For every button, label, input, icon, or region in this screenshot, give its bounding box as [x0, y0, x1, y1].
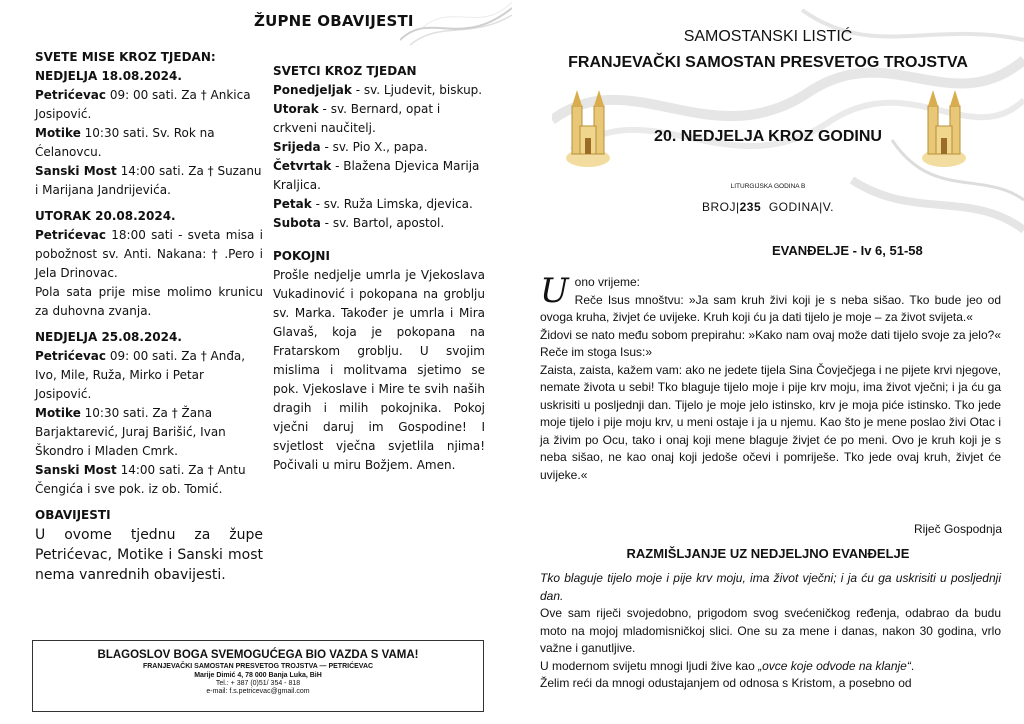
mass-entry: Pola sata prije mise molimo krunicu za duhovna zvanja. — [35, 285, 263, 318]
reflection-text: Tko blaguje tijelo moje i pije krv moju, ima život vječni; i ja ću ga uskrisiti u posljednji dan. Ove sam riječi svojedobno, prigodom svog svećeničkog ređenja, odabrao da budu moto na mojoj mladomisničkoj slici. One su za mene i danas, nakon 30 godina, vrlo važne i ganutljive. U modernom svijetu mnogi ljudi žive kao „ovce koje odvode na klanje“. Želim reći da mnogi odustajanjem od odnosa s Kristom, a posebno od — [540, 571, 1001, 690]
gospel-title: EVANĐELJE - Iv 6, 51-58 — [772, 243, 923, 258]
gospel-closing: Riječ Gospodnja — [913, 522, 1002, 536]
mass-entry: Petrićevac 09: 00 sati. Za † Ankica Josipović. — [35, 88, 251, 121]
saints-title: SVETCI KROZ TJEDAN — [273, 64, 417, 78]
mass-entry: Petrićevac 09: 00 sati. Za † Anđa, Ivo, Mile, Ruža, Mirko i Petar Josipović. — [35, 349, 246, 401]
saint-item: Utorak - sv. Bernard, opat i crkveni naučitelj. — [273, 102, 441, 135]
footer-address: Marije Dimić 4, 78 000 Banja Luka, BiH — [194, 672, 322, 679]
saint-item: Ponedjeljak - sv. Ljudevit, biskup. — [273, 83, 483, 97]
notices-title: OBAVIJESTI — [35, 508, 111, 522]
right-page — [512, 0, 1024, 724]
mass-entry: Sanski Most 14:00 sati. Za † Suzanu i Marijana Jandrijevića. — [35, 164, 262, 197]
gospel-text: U ono vrijeme: Reče Isus mnoštvu: »Ja sam kruh živi koji je s neba sišao. Tko bude jeo od ovoga kruha, živjet će uvijeke. Kruh koji ću ja dati tijelo je moje – za život svijeta.« Židovi se nato među sobom prepirahu: »Kako nam ovaj može dati tijelo svoje za jelo?« Reče im stoga Isus:» Zaista, zaista, kažem vam: ako ne jedete tijela Sina Čovječjega i ne pijete krvi njegove, nemate života u sebi! Tko blaguje tijelo moje i pije krv moju, ima život vječni; i ja ću ga uskrisiti u posljednji dan. Tijelo je moje jelo istinsko, krv je moja piće istinsko. Tko jede moje tijelo i pije moju krv, u meni ostaje i ja u njemu. Kao što je mene poslao živi Otac i ja živim po Ocu, tako i onaj koji mene blaguje živjet će po meni. Ovo je kruh koji je s neba sišao, ne kao onaj koji jedoše očevi i pomriješe. Tko jede ovaj kruh, živjet će uvijeke.« — [540, 271, 1001, 482]
saint-item: Četvrtak - Blažena Djevica Marija Kraljica. — [273, 159, 480, 192]
footer-email: e-mail: f.s.petricevac@gmail.com — [206, 688, 310, 695]
notices-text: U ovome tjednu za župe Petrićevac, Motike i Sanski most nema vanrednih obavijesti. — [35, 527, 263, 583]
parish-notices-header: ŽUPNE OBAVIJESTI — [254, 12, 414, 30]
mass-entry: Petrićevac 18:00 sati - sveta misa i pobožnost sv. Anti. Nakana: † .Pero i Jela Drinovac. — [35, 228, 263, 280]
day-date: NEDJELJA 18.08.2024. — [35, 69, 182, 83]
bulletin-title: SAMOSTANSKI LISTIĆ — [683, 28, 853, 45]
reflection-title: RAZMIŠLJANJE UZ NEDJELJNO EVANĐELJE — [626, 546, 910, 561]
sunday-title: 20. NEDJELJA KROZ GODINU — [654, 128, 882, 145]
dropcap: U — [540, 271, 569, 311]
footer-box — [32, 640, 484, 712]
smoke-decoration — [400, 0, 512, 60]
mass-entry: Motike 10:30 sati. Sv. Rok na Ćelanovcu. — [35, 126, 215, 159]
footer-blessing: BLAGOSLOV BOGA SVEMOGUĆEGA BIO VAZDA S VAMA! — [97, 649, 419, 661]
issue-info: BROJ|235 GODINA|V. — [701, 200, 835, 214]
liturgical-year: LITURGIJSKA GODINA B — [730, 183, 806, 190]
masses-title: SVETE MISE KROZ TJEDAN: — [35, 50, 216, 64]
day-date: NEDJELJA 25.08.2024. — [35, 330, 182, 344]
saint-item: Subota - sv. Bartol, apostol. — [273, 216, 445, 230]
mass-column — [35, 48, 263, 585]
saint-item: Srijeda - sv. Pio X., papa. — [273, 140, 428, 154]
saints-column — [273, 62, 485, 475]
footer-phone: Tel.: + 387 (0)51/ 354 - 818 — [215, 680, 301, 687]
deceased-title: POKOJNI — [273, 249, 330, 263]
monastery-title: FRANJEVAČKI SAMOSTAN PRESVETOG TROJSTVA — [568, 54, 968, 71]
deceased-text: Prošle nedjelje umrla je Vjekoslava Vukadinović i pokopana na groblju sv. Marka. Također je umrla i Mira Glavaš, koja je pokopana na Fratarskom groblju. U svojim mislima i molitvama sjetimo se pok. Vjekoslave i Mire te svih naših dragih i milih pokojnika. Pokoj vječni daruj im Gospodine! I svjetlost vječna svjetlila njima! Počivali u miru Božjem. Amen. — [273, 268, 485, 472]
footer-org: FRANJEVAČKI SAMOSTAN PRESVETOG TROJSTVA — PETRIĆEVAC — [142, 663, 374, 670]
mass-entry: Sanski Most 14:00 sati. Za † Antu Čengića i sve pok. iz ob. Tomić. — [35, 463, 246, 496]
mass-entry: Motike 10:30 sati. Za † Žana Barjaktarević, Juraj Barišić, Ivan Škondro i Mladen Cmrk. — [35, 406, 226, 458]
saint-item: Petak - sv. Ruža Limska, djevica. — [273, 197, 473, 211]
day-date: UTORAK 20.08.2024. — [35, 209, 176, 223]
